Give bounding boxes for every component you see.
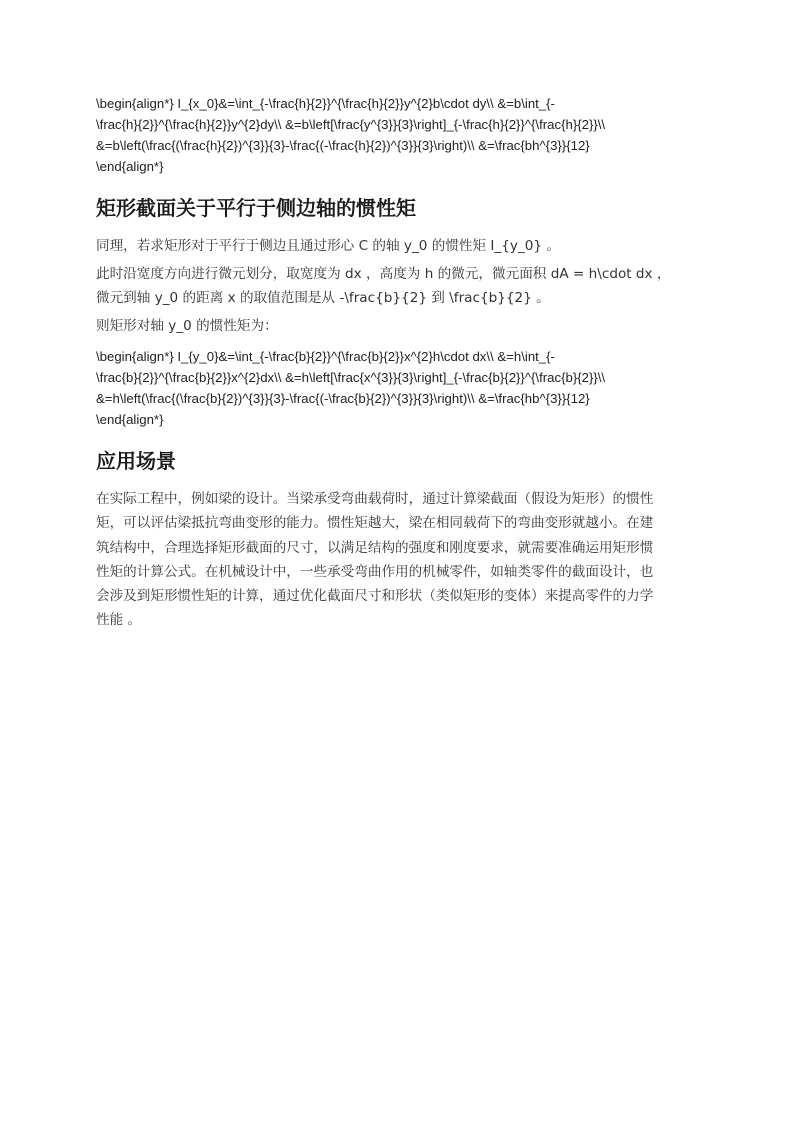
paragraph-line: 会涉及到矩形惯性矩的计算，通过优化截面尺寸和形状（类似矩形的变体）来提高零件的力学 (96, 588, 654, 605)
document-page (96, 93, 702, 637)
paragraph-line: 在实际工程中，例如梁的设计。当梁承受弯曲载荷时，通过计算梁截面（假设为矩形）的惯性 (96, 491, 654, 507)
paragraph-line: 微元到轴 y_0 的距离 x 的取值范围是从 -\frac{b}{2} 到 \frac{b}{2} 。 (96, 290, 550, 306)
formula-line: &=b\left(\frac{(\frac{h}{2})^{3}}{3}-\frac{(-\frac{h}{2})^{3}}{3}\right)\\ &=\frac{bh^{3}}{12} (96, 138, 590, 153)
paragraph-line: 性矩的计算公式。在机械设计中，一些承受弯曲作用的机械零件，如轴类零件的截面设计，也 (96, 563, 654, 580)
paragraph-similarly: 同理，若求矩形对于平行于侧边且通过形心 C 的轴 y_0 的惯性矩 I_{y_0} 。 (96, 238, 560, 254)
formula-line: \begin{align*} I_{x_0}&=\int_{-\frac{h}{2}}^{\frac{h}{2}}y^{2}b\cdot dy\\ &=b\int_{- (96, 96, 555, 111)
paragraph-line: 此时沿宽度方向进行微元划分，取宽度为 dx ，高度为 h 的微元，微元面积 dA = h\cdot dx ， (96, 266, 671, 282)
formula-ix0 (96, 93, 702, 177)
paragraph-line: 矩，可以评估梁抵抗弯曲变形的能力。惯性矩越大，梁在相同载荷下的弯曲变形就越小。在建 (96, 515, 654, 532)
paragraph-line: 筑结构中，合理选择矩形截面的尺寸，以满足结构的强度和刚度要求，就需要准确运用矩形惯 (96, 539, 654, 556)
formula-line: &=h\left(\frac{(\frac{b}{2})^{3}}{3}-\frac{(-\frac{b}{2})^{3}}{3}\right)\\ &=\frac{hb^{3}}{12} (96, 391, 590, 406)
section-heading-side-axis: 矩形截面关于平行于侧边轴的惯性矩 (96, 196, 416, 220)
formula-line: \end{align*} (96, 412, 164, 427)
paragraph-element-division (96, 262, 702, 310)
paragraph-applications (96, 487, 702, 633)
formula-line: \end{align*} (96, 159, 164, 174)
paragraph-line: 性能 。 (96, 612, 142, 629)
paragraph-result-intro: 则矩形对轴 y_0 的惯性矩为： (96, 318, 278, 334)
formula-line: \frac{h}{2}}^{\frac{h}{2}}y^{2}dy\\ &=b\left[\frac{y^{3}}{3}\right]_{-\frac{h}{2}}^{\frac{h}{2}}\\ (96, 117, 606, 132)
formula-iy0 (96, 346, 702, 430)
formula-line: \begin{align*} I_{y_0}&=\int_{-\frac{b}{2}}^{\frac{b}{2}}x^{2}h\cdot dx\\ &=h\int_{- (96, 349, 555, 364)
section-heading-applications: 应用场景 (96, 449, 176, 473)
formula-line: \frac{b}{2}}^{\frac{b}{2}}x^{2}dx\\ &=h\left[\frac{x^{3}}{3}\right]_{-\frac{b}{2}}^{\frac{b}{2}}\\ (96, 370, 606, 385)
